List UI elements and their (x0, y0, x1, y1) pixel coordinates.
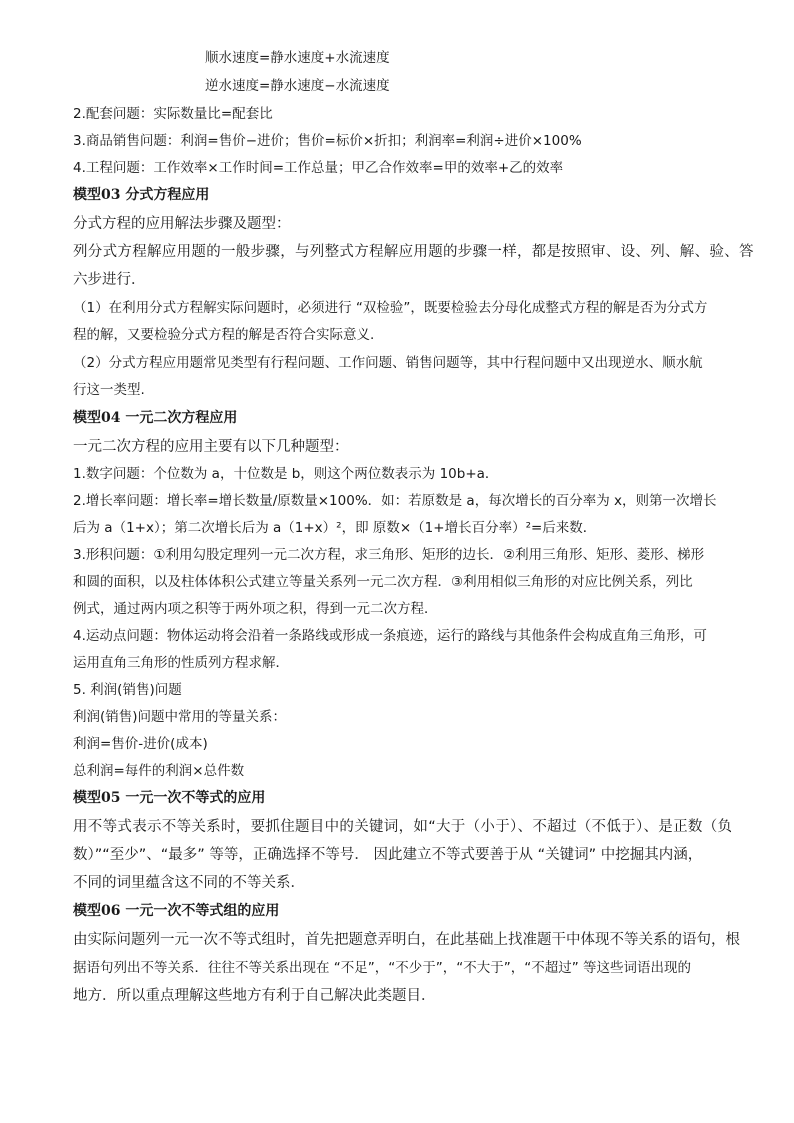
text-inequality-keywords-end: 不同的词里蕴含这不同的不等关系． (73, 875, 305, 891)
text-growth-rate: 2.增长率问题：增长率=增长数量/原数量×100%．如：若原数是 a，每次增长的百分率为 x，则第一次增长 (73, 493, 717, 509)
text-quadratic-intro: 一元二次方程的应用主要有以下几种题型： (73, 439, 349, 455)
text-shape-area: 3.形积问题：①利用勾股定理列一元二次方程，求三角形、矩形的边长．②利用三角形、矩形、菱形、梯形 (73, 547, 705, 563)
text-sales-problem: 3.商品销售问题：利润=售价−进价；售价=标价×折扣；利润率=利润÷进价×100% (73, 133, 582, 149)
text-matching-problem: 2.配套问题：实际数量比=配套比 (73, 106, 273, 122)
text-fractional-steps: 列分式方程解应用题的一般步骤，与列整式方程解应用题的步骤一样，都是按照审、设、列、解、验、答 (73, 244, 754, 260)
text-work-problem: 4.工程问题：工作效率×工作时间=工作总量；甲乙合作效率=甲的效率+乙的效率 (73, 160, 564, 176)
text-inequality-system: 由实际问题列一元一次不等式组时，首先把题意弄明白，在此基础上找准题干中体现不等关系的语句，根 (73, 932, 740, 948)
heading-model-05: 模型05 一元一次不等式的应用 (73, 790, 266, 806)
text-moving-point: 4.运动点问题：物体运动将会沿着一条路线或形成一条痕迹，运行的路线与其他条件会构成直角三角形，可 (73, 628, 707, 644)
text-inequality-keywords-cont: 数）”“至少”、“最多” 等等，正确选择不等号． 因此建立不等式要善于从 “关键词” 中挖掘其内涵， (73, 847, 703, 863)
text-fractional-types: （2）分式方程应用题常见类型有行程问题、工作问题、销售问题等，其中行程问题中又出现逆水、顺水航 (73, 355, 703, 371)
text-profit-title: 5. 利润(销售)问题 (73, 682, 182, 698)
text-fractional-check-cont: 程的解，又要检验分式方程的解是否符合实际意义. (73, 327, 375, 343)
text-fractional-types-cont: 行这一类型. (73, 382, 145, 398)
text-total-profit-formula: 总利润=每件的利润×总件数 (73, 763, 245, 779)
text-inequality-keywords: 用不等式表示不等关系时，要抓住题目中的关键词，如“大于（小于）、不超过（不低于）、是正数（负 (73, 819, 733, 835)
text-shape-area-cont: 和圆的面积，以及柱体体积公式建立等量关系列一元二次方程．③利用相似三角形的对应比例关系，列比 (73, 574, 693, 590)
text-inequality-system-end: 地方．所以重点理解这些地方有利于自己解决此类题目． (73, 988, 436, 1004)
text-fractional-intro: 分式方程的应用解法步骤及题型： (73, 216, 291, 232)
text-profit-formula: 利润=售价-进价(成本) (73, 736, 208, 752)
formula-upstream-speed: 逆水速度=静水速度−水流速度 (205, 78, 390, 94)
text-fractional-steps-cont: 六步进行． (73, 272, 146, 288)
text-number-problem: 1.数字问题：个位数为 a，十位数是 b，则这个两位数表示为 10b+a． (73, 466, 499, 482)
text-profit-relations: 利润(销售)问题中常用的等量关系： (73, 709, 287, 725)
text-inequality-system-cont: 据语句列出不等关系．往往不等关系出现在 “不足”，“不少于”，“不大于”，“不超过” 等这些词语出现的 (73, 960, 692, 976)
text-growth-rate-cont: 后为 a（1+x）；第二次增长后为 a（1+x）²，即 原数×（1+增长百分率）²=后来数． (73, 520, 597, 536)
heading-model-03: 模型03 分式方程应用 (73, 187, 210, 203)
formula-downstream-speed: 顺水速度=静水速度+水流速度 (205, 50, 390, 66)
text-fractional-check: （1）在利用分式方程解实际问题时，必须进行 “双检验”，既要检验去分母化成整式方程的解是否为分式方 (73, 300, 708, 316)
heading-model-04: 模型04 一元二次方程应用 (73, 410, 238, 426)
heading-model-06: 模型06 一元一次不等式组的应用 (73, 903, 280, 919)
text-shape-area-end: 例式，通过两内项之积等于两外项之积，得到一元二次方程． (73, 601, 438, 617)
text-moving-point-cont: 运用直角三角形的性质列方程求解． (73, 655, 289, 671)
